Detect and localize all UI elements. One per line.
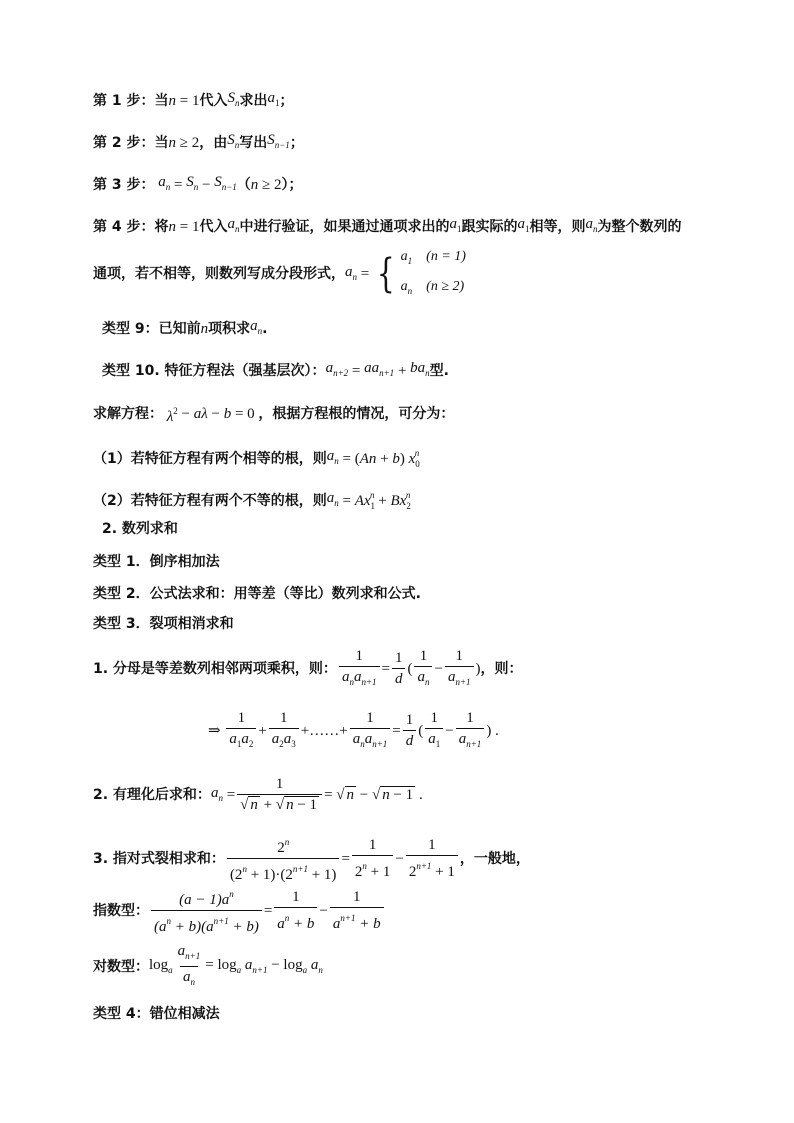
sum-type-4-line: 类型 4：错位相减法 <box>93 1006 220 1022</box>
type-10-line: 类型 10. 特征方程法（强基层次）： $a_{n+2}$ = $aa_{n+1}$ + $ba_n$ 型. <box>102 360 449 379</box>
piecewise-formula: { $a_1$ (n = 1) $a_n$ (n ≥ 2) <box>377 249 466 297</box>
type-9-line: 类型 9：已知前 n 项积求 $a_n$ . <box>102 318 268 337</box>
step-1-line: 第 1 步：当 n = 1 代入 $S_n$ 求出 $a_1$ ； <box>93 90 294 109</box>
equal-roots-line: （1）若特征方程有两个相等的根，则 $a_n$ = ( An + b ) $x_0^n$ <box>93 448 420 469</box>
exp-log-split-line: 3. 指对式裂相求和： $\frac{2^n}{(2^n + 1)\cdot(2^{n+1} + 1)}$ = $\frac{1}{2^n + 1}$ − $\frac{1}{2^{n+1} + 1}$ ，一般地， <box>93 837 530 883</box>
telescoping-1-line: 1. 分母是等差数列相邻两项乘积，则： $\frac{1}{a_na_{n+1}}$ = $\frac{1}{d}$ ( $\frac{1}{a_n}$ − $\frac{1}{a_{n+1}}$ ) ，则： <box>93 648 523 690</box>
math-n-eq-1: n <box>168 92 176 109</box>
section-2-heading: 2. 数列求和 <box>102 521 178 537</box>
step-3-line: 第 3 步： $a_n$ = $S_n$ − $S_{n-1}$ （ n ≥ 2 ）； <box>93 174 303 193</box>
step-1-text-a: 第 1 步：当 <box>93 92 169 109</box>
step-2-line: 第 2 步：当 n ≥ 2 ，由 $S_n$ 写出 $S_{n-1}$ ； <box>93 132 304 151</box>
exponential-type-line: 指数型： $\frac{(a - 1)a^n}{(a^n + b)(a^{n+1} + b)}$ = $\frac{1}{a^n + b}$ − $\frac{1}{a^{n+1} + b}$ <box>93 890 386 932</box>
sum-type-3-line: 类型 3．裂项相消求和 <box>93 616 234 632</box>
step-4-line: 第 4 步：将 n = 1 代入 $a_n$ 中进行验证，如果通过通项求出的 $a_1$ 跟实际的 $a_1$ 相等，则 $a_n$ 为整个数列的 <box>93 216 682 235</box>
telescoping-sum-formula: ⇒ $\frac{1}{a_1a_2}$ + $\frac{1}{a_2a_3}$ +……+ $\frac{1}{a_na_{n+1}}$ = $\frac{1}{d}$ ( $\frac{1}{a_1}$ − $\frac{1}{a_{n+1}}$ ) . <box>208 710 499 752</box>
rationalize-line: 2. 有理化后求和： $a_n$ = $\frac{1}{√ n + √ n - 1}$ = √ n − √ n − 1 . <box>93 776 423 813</box>
distinct-roots-line: （2）若特征方程有两个不等的根，则 $a_n$ = $Ax_1^n$ + $Bx_2^n$ <box>93 490 411 511</box>
sum-type-1-line: 类型 1．倒序相加法 <box>93 554 220 570</box>
logarithmic-type-line: 对数型： $\log_a$ $\frac{a_{n+1}}{a_n}$ = $\log_a$ $a_{n+1}$ − $\log_a$ $a_n$ <box>93 946 323 988</box>
sum-type-2-line: 类型 2．公式法求和：用等差（等比）数列求和公式. <box>93 586 421 602</box>
piecewise-line: 通项，若不相等，则数列写成分段形式， $a_n$ = { $a_1$ (n = 1) $a_n$ (n ≥ 2) <box>93 253 466 295</box>
characteristic-equation-line: 求解方程： $\lambda^2$ − aλ − b = 0 ，根据方程根的情况，可分为： <box>93 406 455 425</box>
